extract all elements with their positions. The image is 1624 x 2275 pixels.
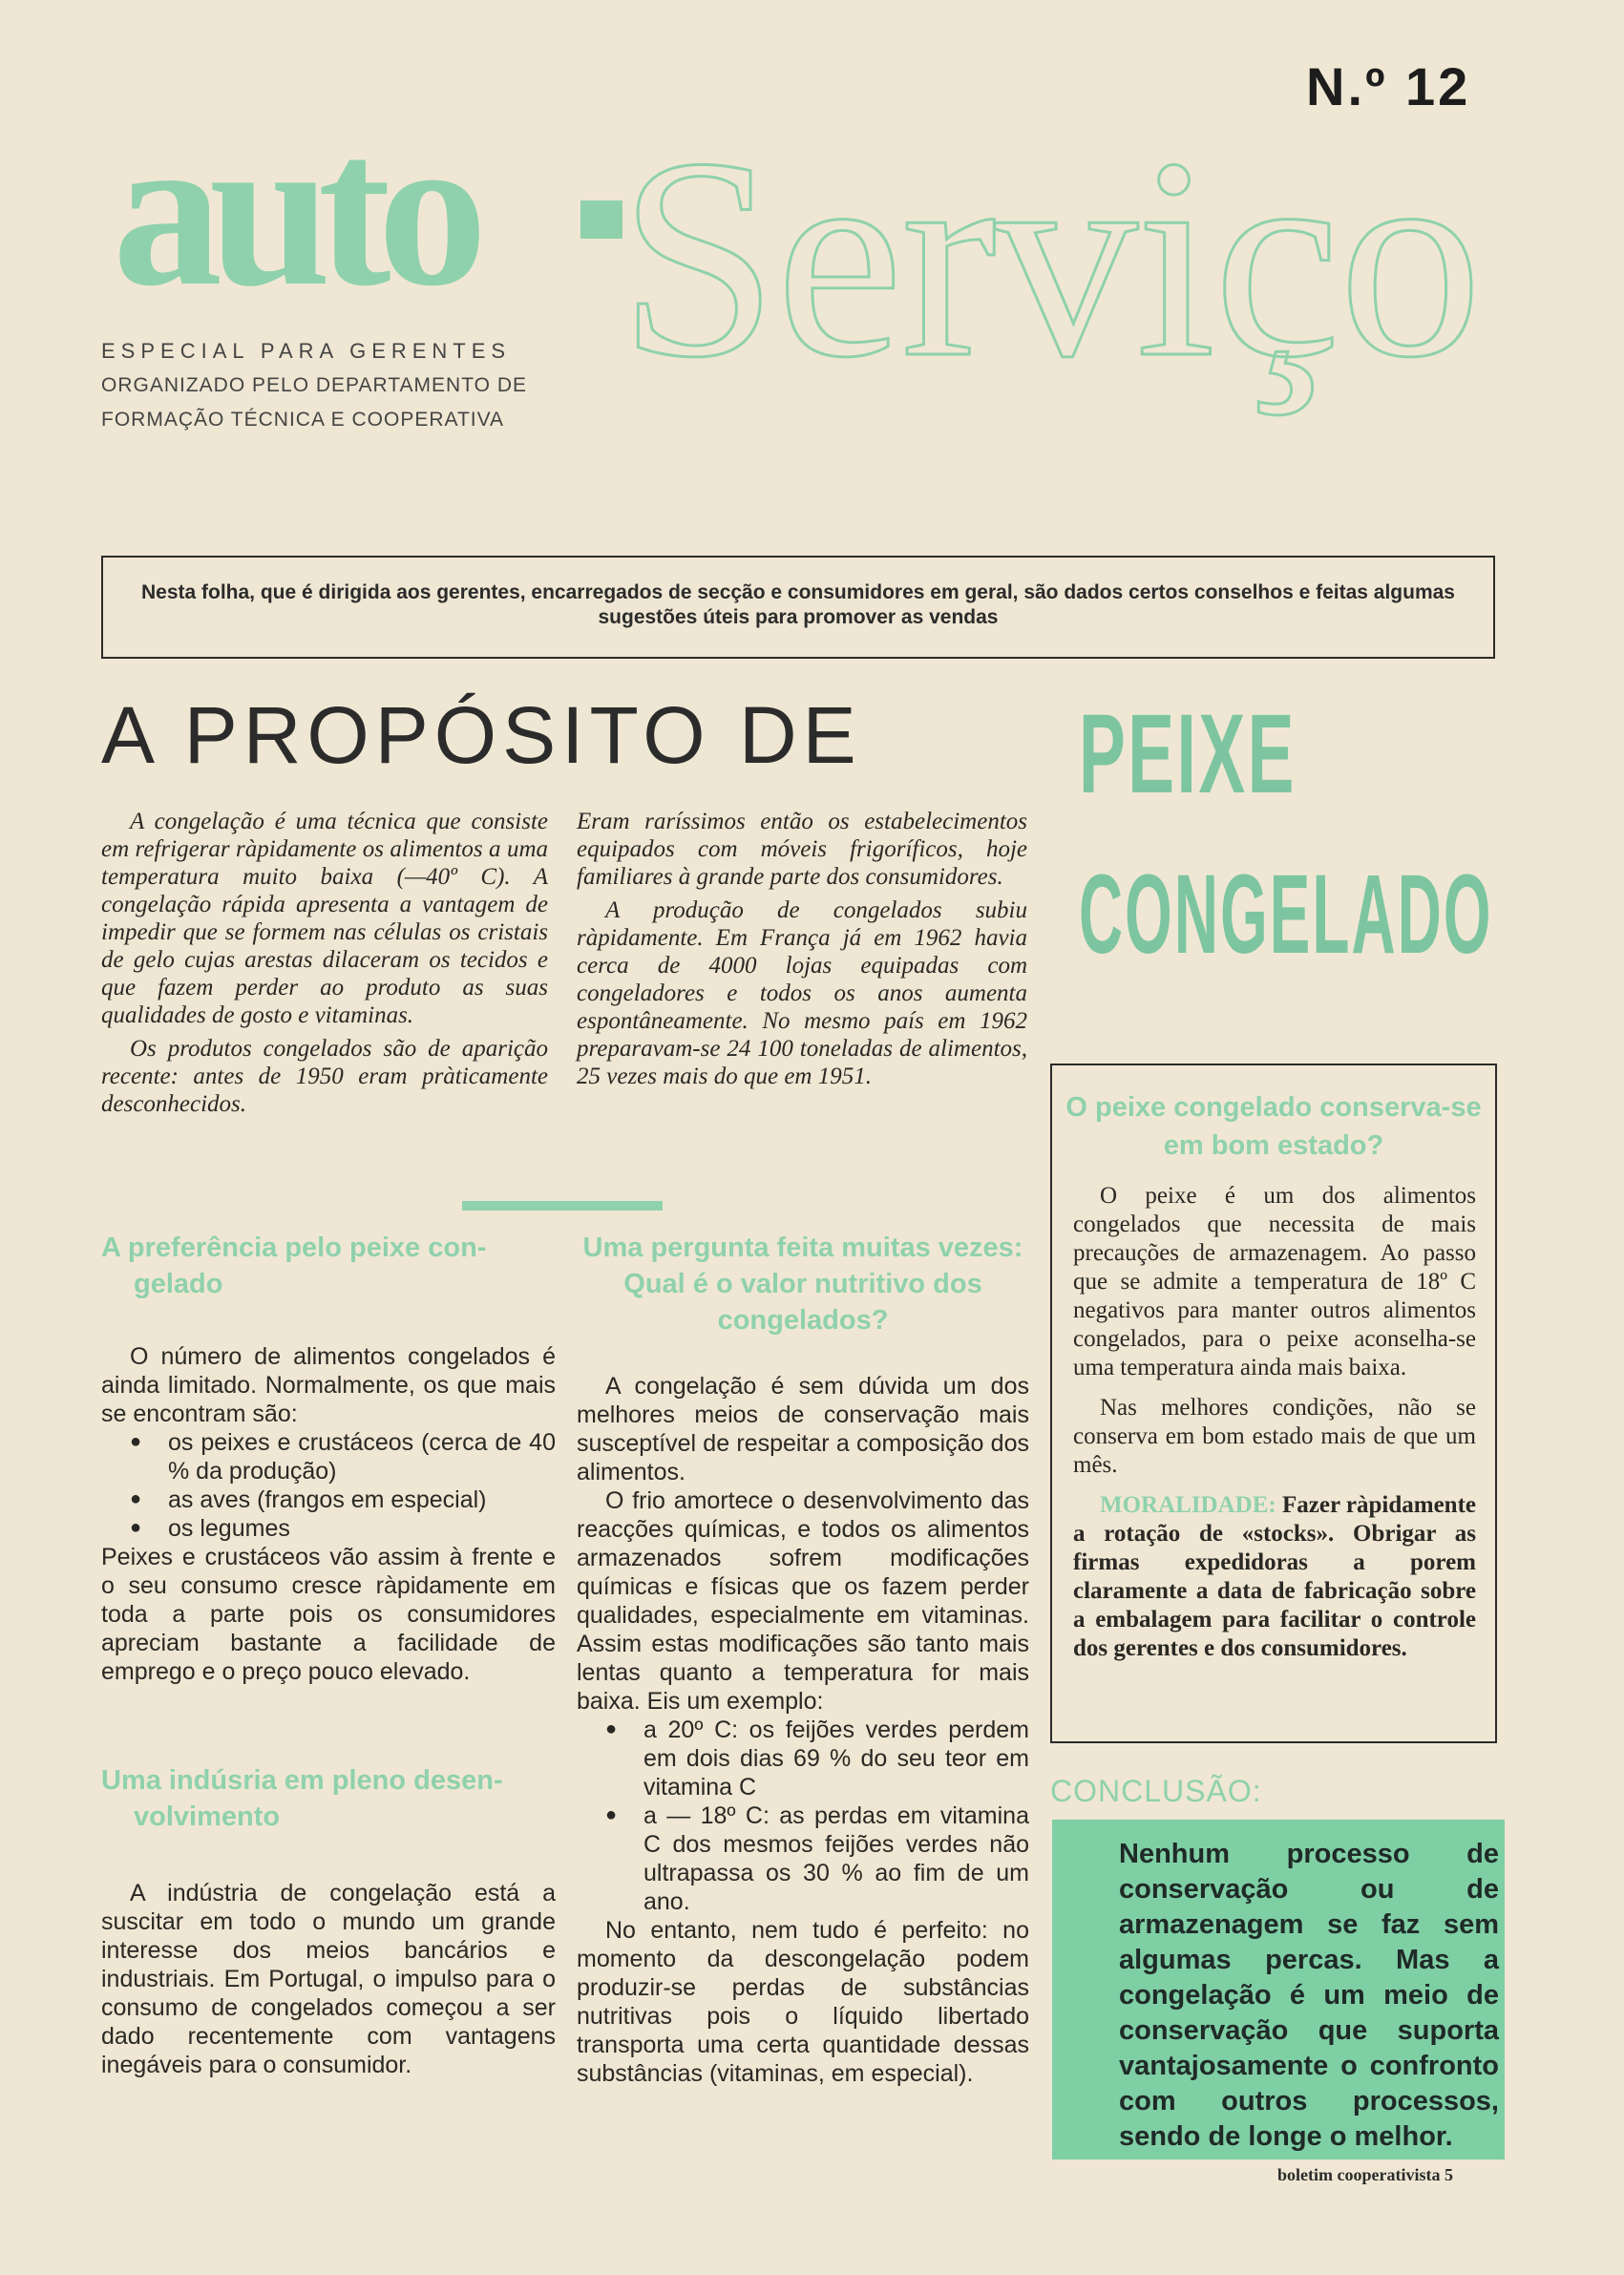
conclusion-label: CONCLUSÃO: (1050, 1774, 1262, 1808)
section-heading-industria (101, 1762, 559, 1835)
heading-line: gelado (134, 1269, 223, 1299)
page-footer: boletim cooperativista 5 (1277, 2165, 1453, 2184)
section-text-industria (101, 1879, 556, 2079)
section-text-preferencia (101, 1342, 556, 1686)
paragraph: O peixe é um dos alimentos congelados que necessita de mais precauções de armazenagem. Ao passo que se admite a temperatura de 18º C negativos para manter outros alimentos congelados, para o peixe aconselha-se uma temperatura ainda mais baixa. (1073, 1183, 1476, 1380)
list-item: ● os legumes (101, 1514, 556, 1543)
intro-right-paragraph-2: A produção de congelados subiu ràpidamente. Em França já em 1962 havia cerca de 4000 lojas equipadas com congeladores e todos os anos aumenta espontâneamente. No mesmo país em 1962 preparavam-se 24 100 toneladas de alimentos, 25 vezes mais do que em 1951. (577, 897, 1027, 1089)
paragraph: No entanto, nem tudo é perfeito: no momento da descongelação podem produzir-se perdas de substâncias nutritivas pois o líquido libertado transporta uma certa quantidade dessas substâncias (vitaminas, em especial). (577, 1917, 1029, 2087)
masthead-hyphen (580, 200, 622, 239)
sidebar-box-heading: O peixe congelado conserva-se em bom estado? (1065, 1092, 1482, 1161)
headline-congelado: CONGELADO (1079, 852, 1493, 978)
moral-text: Fazer ràpidamente a rotação de «stocks». Obrigar as firmas expedidoras a porem claramente a data de fabricação sobre a embalagem para facilitar o controle dos gerentes e dos consumidores. (1073, 1492, 1476, 1661)
list-item: ● as aves (frangos em especial) (101, 1485, 556, 1514)
food-list (101, 1428, 556, 1543)
section-heading-preferencia (101, 1230, 559, 1302)
conclusion-box (1052, 1820, 1505, 2159)
sidebar-box-conservacao (1050, 1064, 1497, 1743)
banner-text: Nesta folha, que é dirigida aos gerentes, encarregados de secção e consumidores em geral, são dados certos conselhos e feitas algumas sugestões úteis para promover as vendas (140, 581, 1455, 628)
moral-label: MORALIDADE: (1100, 1492, 1276, 1518)
section-text-valor-nutritivo (577, 1372, 1029, 2088)
paragraph: Peixes e crustáceos vão assim à frente e o seu consumo cresce ràpidamente em toda a parte pois os consumidores apreciam bastante a facilidade de emprego e o preço pouco elevado. (101, 1544, 556, 1685)
sidebar-box-text (1073, 1182, 1476, 1675)
headline-a-proposito: A PROPÓSITO DE (101, 690, 862, 780)
heading-line: volvimento (134, 1801, 281, 1832)
headline-peixe: PEIXE (1079, 691, 1297, 817)
moral-paragraph (1073, 1491, 1476, 1663)
separator-bar (462, 1201, 663, 1211)
heading-line: Uma indúsria em pleno desen- (101, 1765, 503, 1796)
paragraph: Nas melhores condições, não se conserva em bom estado mais de que um mês. (1073, 1395, 1476, 1478)
issue-number: N.º 12 (1306, 56, 1471, 116)
intro-banner (101, 556, 1495, 659)
example-list (577, 1716, 1029, 1916)
intro-left-paragraph-1: A congelação é uma técnica que consiste em refrigerar ràpidamente os alimentos a uma temperatura muito baixa (—40º C). A congelação rápida apresenta a vantagem de impedir que se formem nas células os cristais de gelo cujas arestas dilaceram os tecidos e que fazem perder ao produto as suas qualidades de gosto e vitaminas. (101, 809, 548, 1028)
intro-column-left (101, 808, 548, 1124)
masthead-logo-servico: Serviço (619, 99, 1481, 416)
masthead-subtitle-1: ESPECIAL PARA GERENTES (101, 339, 512, 363)
intro-right-paragraph-1: Eram raríssimos então os estabelecimentos equipados com móveis frigoríficos, hoje familiares à grande parte dos consumidores. (577, 809, 1027, 890)
paragraph: A congelação é sem dúvida um dos melhores meios de conservação mais susceptível de respeitar a composição dos alimentos. (577, 1373, 1029, 1485)
paragraph: A indústria de congelação está a suscitar em todo o mundo um grande interesse dos meios bancários e industriais. Em Portugal, o impulso para o consumo de congelados começou a ser dado recentemente com vantagens inegáveis para o consumidor. (101, 1880, 556, 2078)
intro-column-right (577, 808, 1027, 1096)
paragraph: O número de alimentos congelados é ainda limitado. Normalmente, os que mais se encontram são: (101, 1343, 556, 1427)
masthead-subtitle-2: ORGANIZADO PELO DEPARTAMENTO DE (101, 374, 528, 396)
paragraph: O frio amortece o desenvolvimento das reacções químicas, e todos os alimentos armazenados sofrem modificações químicas e físicas que os fazem perder qualidades, especialmente em vitaminas. Assim estas modificações são tanto mais lentas quanto a temperatura for mais baixa. Eis um exemplo: (577, 1487, 1029, 1715)
list-item: ● os peixes e crustáceos (cerca de 40 % da produção) (101, 1428, 556, 1485)
intro-left-paragraph-2: Os produtos congelados são de aparição recente: antes de 1950 eram pràticamente desconhecidos. (101, 1036, 548, 1117)
masthead-logo-auto: auto (113, 88, 475, 331)
heading-line: A preferência pelo peixe con- (101, 1232, 487, 1263)
list-item: ● a 20º C: os feijões verdes perdem em dois dias 69 % do seu teor em vitamina C (577, 1716, 1029, 1801)
masthead-subtitle-3: FORMAÇÃO TÉCNICA E COOPERATIVA (101, 409, 505, 431)
conclusion-text: Nenhum processo de conservação ou de armazenagem se faz sem algumas percas. Mas a congelação é um meio de conservação que suporta vantajosamente o confronto com outros processos, sendo de longe o melhor. (1119, 1839, 1499, 2152)
section-heading-valor-nutritivo: Uma pergunta feita muitas vezes: Qual é o valor nutritivo dos congelados? (582, 1232, 1023, 1336)
list-item: ● a — 18º C: as perdas em vitamina C dos mesmos feijões verdes não ultrapassa os 30 % ao fim de um ano. (577, 1801, 1029, 1916)
